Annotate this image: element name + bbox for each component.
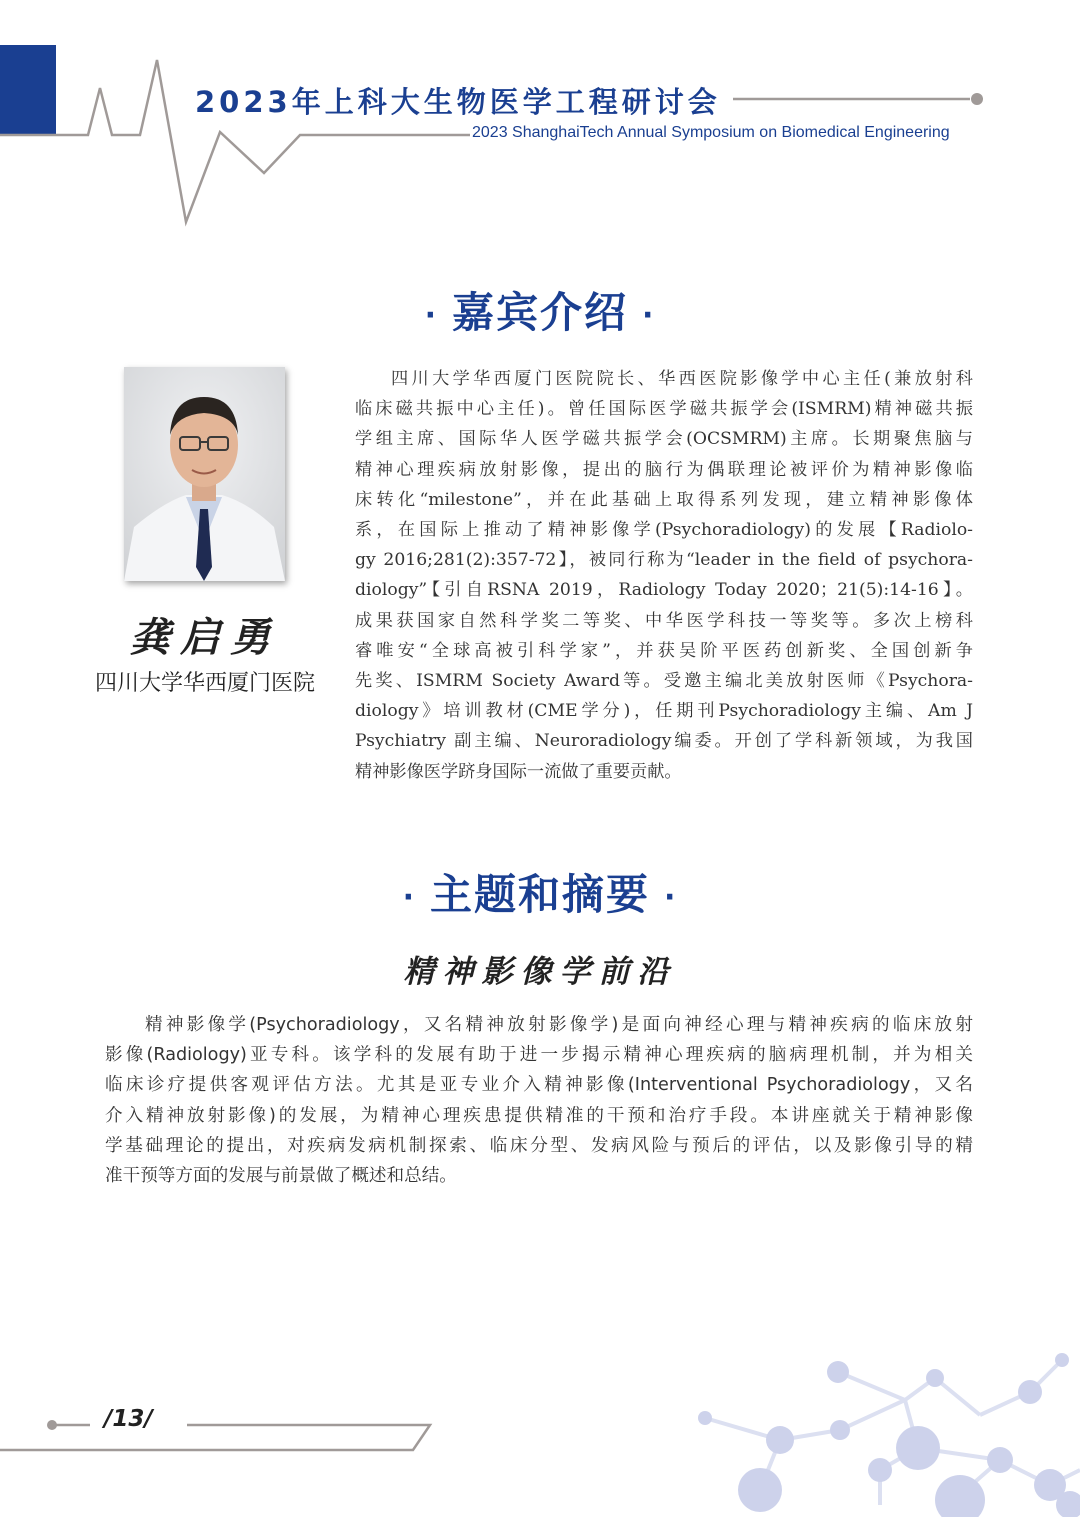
bio-line: 精神心理疾病放射影像，提出的脑行为偶联理论被评价为精神影像临 <box>355 459 973 480</box>
bio-line: diology》培训教材(CME学分)，任期刊Psychoradiology主编、Am J <box>355 701 973 722</box>
abstract-line: 临床诊疗提供客观评估方法。尤其是亚专业介入精神影像(Interventional Psychoradiology，又名 <box>105 1075 973 1096</box>
section-title-topic <box>0 862 1080 922</box>
guest-name: 龚启勇 <box>130 614 280 661</box>
guest-affiliation: 四川大学华西厦门医院 <box>94 671 315 696</box>
header-title-en: 2023 ShanghaiTech Annual Symposium on Biomedical Engineering <box>472 124 950 141</box>
bio-line: Psychiatry 副主编、Neuroradiology编委。开创了学科新领域，为我国 <box>355 731 973 752</box>
title-bullet-right: · <box>664 880 678 915</box>
bio-line: 成果获国家自然科学奖二等奖、中华医学科技一等奖等。多次上榜科 <box>355 610 973 631</box>
abstract-line: 精神影像学(Psychoradiology，又名精神放射影像学)是面向神经心理与精神疾病的临床放射 <box>145 1015 973 1035</box>
bio-line: 精神影像医学跻身国际一流做了重要贡献。 <box>355 761 682 782</box>
bio-line: 床转化“milestone”，并在此基础上取得系列发现，建立精神影像体 <box>355 489 973 510</box>
guest-bio <box>355 364 973 787</box>
bio-line: 系，在国际上推动了精神影像学(Psychoradiology)的发展【Radiolo- <box>355 520 973 541</box>
abstract-line: 影像(Radiology)亚专科。该学科的发展有助于进一步揭示精神心理疾病的脑病理机制，并为相关 <box>105 1045 973 1066</box>
abstract-line: 学基础理论的提出，对疾病发病机制探索、临床分型、发病风险与预后的评估，以及影像引导的精 <box>105 1135 973 1156</box>
bio-line: diology”【引自RSNA 2019，Radiology Today 2020；21(5):14-16】。 <box>355 580 973 601</box>
talk-title: 精神影像学前沿 <box>403 954 677 990</box>
bio-line: 四川大学华西厦门医院院长、华西医院影像学中心主任(兼放射科 <box>391 369 973 389</box>
abstract-line: 准干预等方面的发展与前景做了概述和总结。 <box>105 1166 457 1187</box>
bio-line: 先奖、ISMRM Society Award等。受邀主编北美放射医师《Psychora- <box>355 671 973 692</box>
page-number: /13/ <box>104 1406 153 1432</box>
guest-photo <box>124 367 285 581</box>
section-title-topic-text: 主题和摘要 <box>429 870 650 919</box>
footer-rule-dot <box>47 1420 57 1430</box>
header-title-cn: 2023年上科大生物医学工程研讨会 <box>195 85 721 119</box>
bio-line: gy 2016;281(2):357-72】，被同行称为“leader in the field of psychora- <box>355 550 973 571</box>
molecule-decoration <box>698 1353 1080 1517</box>
talk-abstract <box>105 1010 973 1191</box>
title-bullet-left: · <box>402 880 416 915</box>
bio-line: 学组主席、国际华人医学磁共振学会(OCSMRM)主席。长期聚焦脑与 <box>355 429 973 450</box>
section-title-guest-text: 嘉宾介绍 <box>451 288 628 337</box>
footer-rule-right <box>0 1425 430 1450</box>
guest-portrait <box>124 367 285 581</box>
title-bullet-right: · <box>642 298 656 333</box>
bio-line: 睿唯安“全球高被引科学家”，并获吴阶平医药创新奖、全国创新争 <box>355 640 973 661</box>
header-rule-dot <box>971 93 983 105</box>
section-title-guest <box>0 280 1080 340</box>
title-bullet-left: · <box>424 298 438 333</box>
header-blue-block <box>0 45 56 135</box>
abstract-line: 介入精神放射影像)的发展，为精神心理疾患提供精准的干预和治疗手段。本讲座就关于精神影像 <box>105 1105 973 1126</box>
bio-line: 临床磁共振中心主任)。曾任国际医学磁共振学会(ISMRM)精神磁共振 <box>355 399 973 420</box>
